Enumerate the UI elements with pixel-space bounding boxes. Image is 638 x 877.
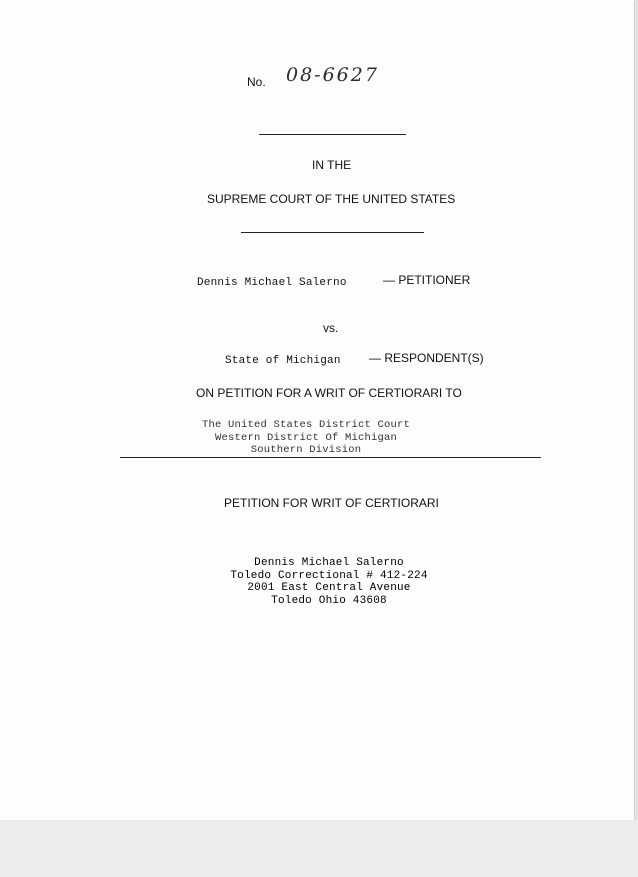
versus-label: vs.: [323, 321, 339, 335]
address-line: Dennis Michael Salerno: [254, 557, 404, 569]
respondent-role: — RESPONDENT(S): [369, 351, 484, 365]
divider-long: [120, 457, 541, 458]
petitioner-name: Dennis Michael Salerno: [197, 277, 347, 289]
docket-number-handwritten: 08-6627: [286, 64, 379, 86]
lower-court-line: Western District Of Michigan: [214, 431, 398, 444]
address-line: Toledo Correctional # 412-224: [230, 569, 428, 582]
lower-court-line: The United States District Court: [201, 419, 411, 431]
docket-label: No.: [247, 75, 266, 89]
address-line: 2001 East Central Avenue: [247, 582, 411, 594]
court-name: SUPREME COURT OF THE UNITED STATES: [207, 192, 456, 206]
divider-top: [259, 134, 406, 135]
address-line: Toledo Ohio 43608: [271, 594, 387, 607]
scan-margin: [0, 820, 638, 877]
court-intro: IN THE: [312, 158, 352, 172]
petitioner-role: — PETITIONER: [383, 273, 471, 287]
divider-under-court: [241, 232, 424, 233]
petition-to-heading: ON PETITION FOR A WRIT OF CERTIORARI TO: [196, 386, 462, 400]
address-block: [230, 557, 427, 607]
lower-court-line: Southern Division: [250, 444, 362, 456]
lower-court-block: [202, 419, 410, 457]
respondent-name: State of Michigan: [225, 355, 341, 367]
document-title: PETITION FOR WRIT OF CERTIORARI: [224, 496, 439, 510]
